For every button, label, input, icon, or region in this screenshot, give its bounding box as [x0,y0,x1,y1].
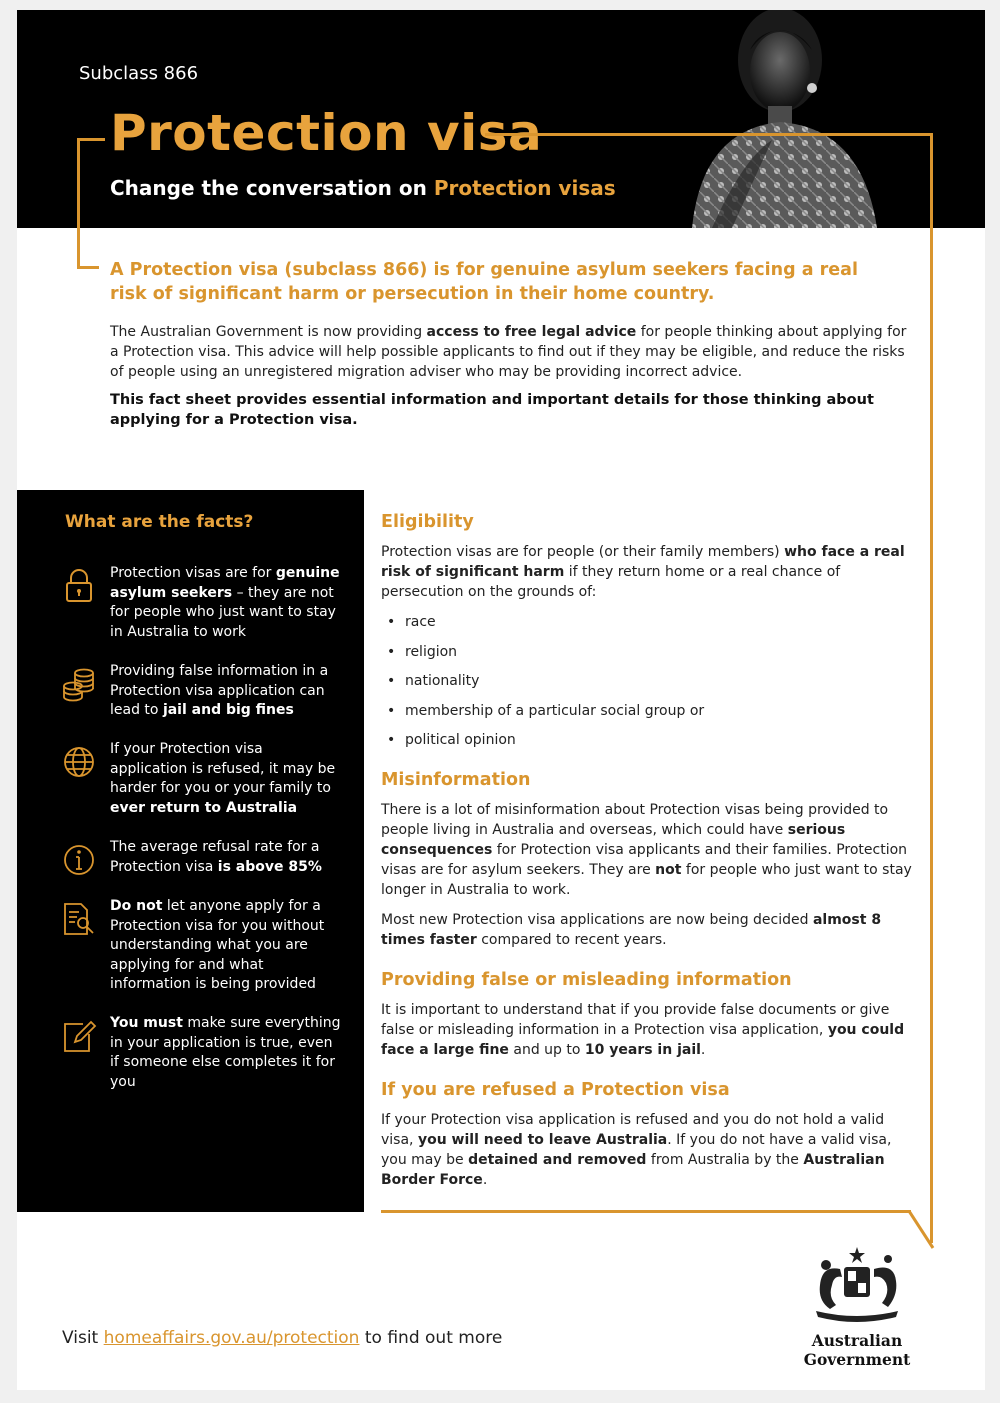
list-item: • nationality [381,671,921,701]
misinformation-text: There is a lot of misinformation about Protection visas being provided to people living in Australia and overseas, which could have serious consequences for Protection visa applicants and their families. Protection visas are for asylum seekers. They are not for people who just want to stay longer in Australia to work. [381,801,912,898]
footer-visit-text: Visit homeaffairs.gov.au/protection to find out more [62,1328,503,1348]
document-search-icon [61,901,97,937]
fact-text: You must make sure everything in your application is true, even if someone else completes it for you [110,1015,341,1090]
list-item: • membership of a particular social group or [381,701,921,731]
refused-heading: If you are refused a Protection visa [381,1079,730,1100]
fact-text: Protection visas are for genuine asylum seekers – they are not for people who just want to stay in Australia to work [110,565,340,640]
frame-line-left-foot [77,266,99,269]
frame-line-bottom [381,1210,911,1213]
protection-link[interactable]: homeaffairs.gov.au/protection [103,1328,360,1348]
main-content [381,510,921,1200]
false-info-heading: Providing false or misleading information [381,969,792,990]
list-item: • religion [381,642,921,672]
globe-icon [61,744,97,780]
frame-line-left [77,138,80,269]
padlock-icon [61,568,97,604]
fact-text: Providing false information in a Protection visa application can lead to jail and big fines [110,663,329,719]
facts-panel [17,490,364,1212]
fact-text: Do not let anyone apply for a Protection visa for you without understanding what you are applying for and what information is being provided [110,898,325,993]
intro-lead: A Protection visa (subclass 866) is for genuine asylum seekers facing a real risk of significant harm or persecution in their home country. [110,260,858,304]
subclass-label: Subclass 866 [79,63,199,84]
government-logo [762,1245,952,1369]
fact-text: The average refusal rate for a Protection visa is above 85% [110,839,322,875]
facts-title: What are the facts? [65,512,254,532]
frame-line-top-right [485,133,933,136]
frame-line-top-left [77,138,105,141]
info-icon [61,842,97,878]
eligibility-text: Protection visas are for people (or their family members) who face a real risk of significant harm if they return home or a real chance of persecution on the grounds of: [381,544,905,600]
woman-portrait-photo [672,10,932,228]
refused-text: If your Protection visa application is refused and you do not hold a valid visa, you will need to leave Australia. If you do not have a valid visa, you may be detained and removed from Australia by the Australian Border Force. [381,1111,892,1188]
australian-government-label: Australian Government [803,1331,911,1369]
fact-text: If your Protection visa application is refused, it may be harder for you or your family to ever return to Australia [110,741,336,816]
list-item: • political opinion [381,730,921,760]
eligibility-heading: Eligibility [381,512,474,532]
intro-bold-note: This fact sheet provides essential information and important details for those thinking about applying for a Protection visa. [110,392,874,428]
grounds-list [381,612,921,760]
coat-of-arms-icon [802,1245,912,1329]
coins-icon [61,666,97,702]
header-banner [17,10,985,228]
false-info-text: It is important to understand that if you provide false documents or give false or misleading information in a Protection visa application, you could face a large fine and up to 10 years in jail. [381,1001,905,1058]
fact-sheet [17,10,985,1390]
intro-body: The Australian Government is now providing access to free legal advice for people thinking about applying for a Protection visa. This advice will help possible applicants to find out if they may be eligible, and reduce the risks of people using an unregistered migration adviser who may be providing incorrect advice. [110,324,907,380]
edit-form-icon [61,1018,97,1054]
misinformation-speed-text: Most new Protection visa applications are now being decided almost 8 times faster compared to recent years. [381,911,882,948]
page-subtitle: Change the conversation on Protection visas [110,176,616,200]
frame-line-right [930,133,933,1243]
page-title: Protection visa [110,104,543,162]
list-item: • race [381,612,921,642]
misinformation-heading: Misinformation [381,769,531,790]
